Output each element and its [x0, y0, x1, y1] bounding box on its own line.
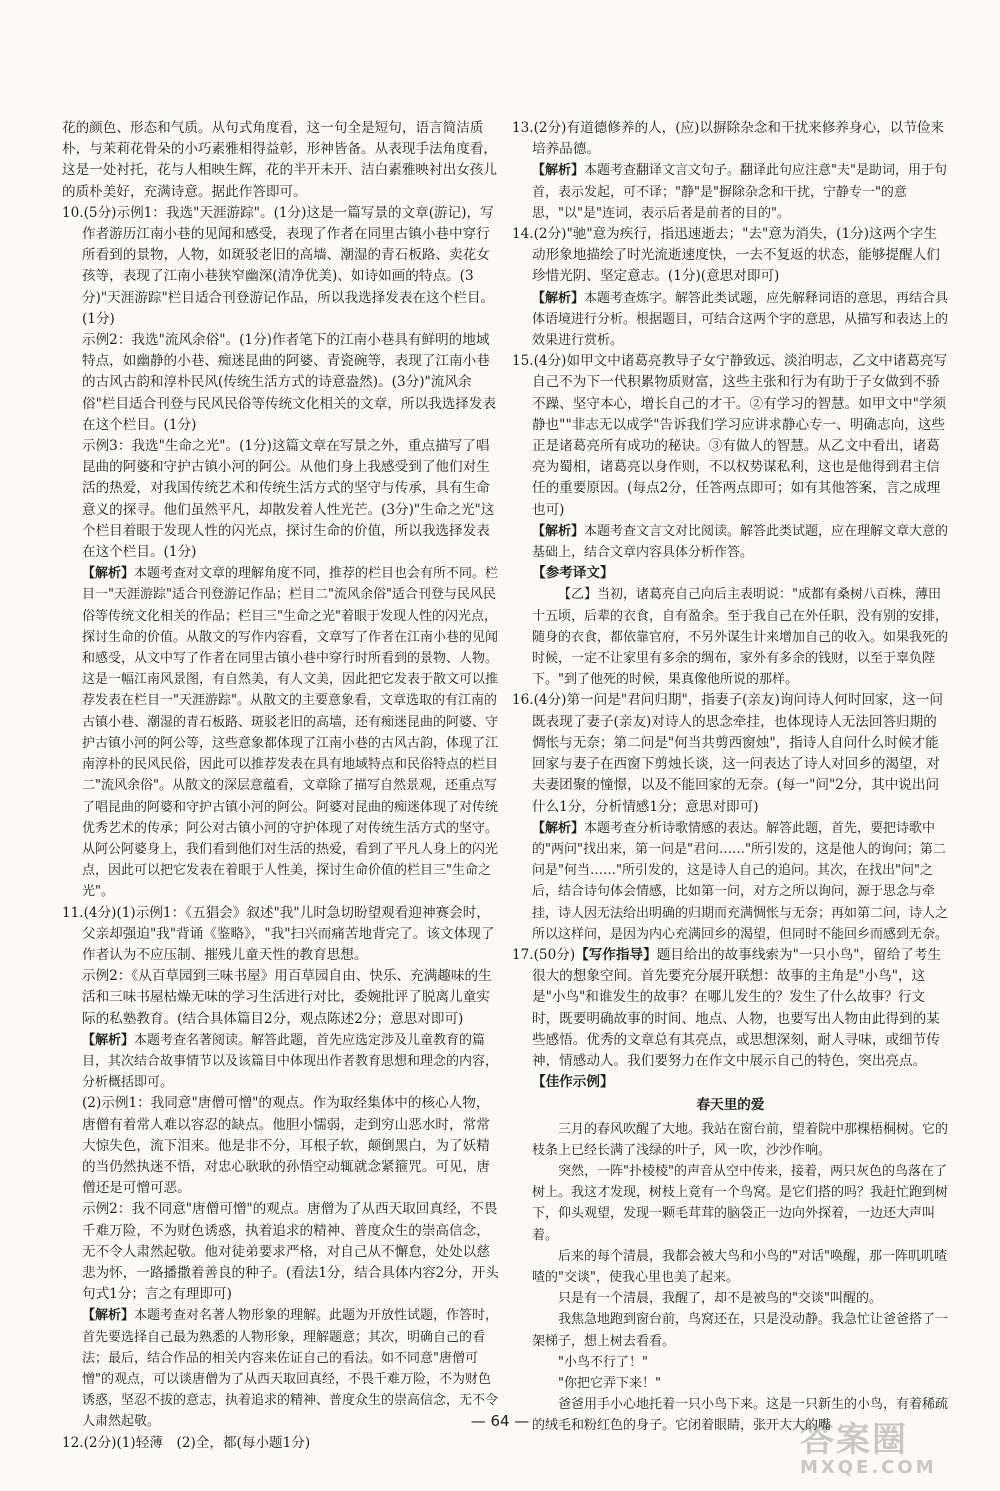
question-10	[62, 203, 499, 330]
reference-translation-text: 【乙】当初，诸葛亮自己向后主表明说："成都有桑树八百株，薄田十五顷，后辈的衣食，自有盈余。至于我自己在外任职，没有别的安排，随身的衣食，都依靠官府，不另外谋生计来增加自己的收入。如果我死的时候，一定不让家里有多余的绸布，家外有多余的钱财，以至于辜负陛下。"到了他死的时候，果真像他所说的那样。	[532, 587, 949, 688]
reference-tag: 【参考译文】	[532, 565, 614, 582]
essay-paragraph: 突然，一阵"扑棱棱"的声音从空中传来，接着，两只灰色的鸟落在了树上。我这才发现，树枝上竟有一个鸟窝。是它们搭的吗？我赶忙跑到树下，仰头观望，发现一颗毛茸茸的脑袋正一边向外探着，一边还大声叫着。	[532, 1163, 949, 1243]
answer-example-2: 示例2：我选"流风余俗"。(1分)作者笔下的江南小巷具有鲜明的地域特点，如幽静的小巷、痴迷昆曲的阿婆、青瓷碗等，表现了江南小巷的古风古韵和淳朴民风(传统生活方式的诗意盎然)。(3分)"流风余俗"栏目适合刊登与民风民俗等传统文化相关的文章，所以我选择发表在这个栏目。(1分)	[82, 332, 497, 433]
question-number: 17.	[512, 946, 534, 963]
question-number: 10.	[62, 204, 84, 221]
question-number: 11.	[62, 904, 84, 921]
analysis-tag: 【解析】	[532, 290, 585, 306]
analysis-tag: 【解析】	[82, 1032, 135, 1048]
analysis-tag: 【解析】	[532, 163, 585, 179]
writing-guide-tag: 【写作指导】	[575, 946, 657, 963]
question-number: 13.	[512, 120, 534, 136]
answer-text: (4分)如甲文中诸葛亮教导子女宁静致远、淡泊明志，乙文中诸葛亮写自己不为下一代积累物质财富，这些主张和行为有助于子女做到不骄不躁、坚守本心，增长自己的才干。②有学习的智慧。如甲文中"学须静也""非志无以成学"告诉我们学习应讲求静心专一、明确志向，这些正是诸葛亮所有成功的秘诀。③有做人的智慧。从乙文中看出，诸葛亮为蜀相，诸葛亮以身作则，不以权势谋私利，这也是他得到君主信任的重要原因。(每点2分，任答两点即可；如有其他答案，言之成理也可)	[532, 353, 948, 518]
essay-paragraph: "你把它弄下来！"	[558, 1375, 661, 1391]
intro-paragraph: 花的颜色、形态和气质。从句式角度看，这一句全是短句，语言简洁质朴，与茉莉花骨朵的小巧素雅相得益彰，形神皆备。从表现手法角度看，这是一处衬托，花与人相映生辉，花的半开未开、洁白素雅映衬出女孩儿的质朴美好，充满诗意。据此作答即可。	[62, 120, 497, 200]
essay-title: 春天里的爱	[696, 1097, 765, 1114]
essay-body	[512, 1119, 949, 1437]
answer-text: (4分)第一问是"君问归期"，指妻子(亲友)询问诗人何时回家，这一问既表现了妻子(亲友)对诗人的思念牵挂，也体现诗人无法回答归期的惆怅与无奈；第二问是"何当共剪西窗烛"，指诗人自问什么时候才能回家与妻子在西窗下剪烛长谈，这一问表达了诗人对回乡的渴望，对夫妻团聚的憧憬，以及不能回家的无奈。(每一"问"2分，其中说出问什么1分，分析情感1分；意思对即可)	[532, 692, 944, 815]
analysis-text: 本题考查对名著人物形象的理解。此题为开放性试题，作答时，首先要选择自己最为熟悉的人物形象，理解题意；其次，明确自己的看法；最后，结合作品的相关内容来佐证自己的看法。如不同意"唐僧可憎"的观点，可以谈唐僧为了从西天取回真经，不畏千难万险，不为财色诱惑，坚忍不拔的意志，执着追求的精神、普度众生的崇高信念，无不令人肃然起敬。	[82, 1308, 499, 1430]
answer-text: (2分)有道德修养的人，(应)以摒除杂念和干扰来修养身心，以节俭来培养品德。	[532, 120, 945, 158]
analysis-text: 本题考查对文章的理解角度不同，推荐的栏目也会有所不同。栏目一"天涯游踪"适合刊登游记作品；栏目二"流风余俗"适合刊登与民风民俗等传统文化相关的作品；栏目三"生命之光"着眼于发现人性的闪光点，探讨生命的价值。从散文的写作内容看，文章写了作者在江南小巷的见闻和感受，从文中写了作者在同里古镇小巷中穿行时所看到的景物、人物。这是一幅江南风景图，有自然美，有人文美，因此把它发表于散文可以推荐发表在栏目一"天涯游踪"。从散文的主要意象看，文章选取的有江南的古镇小巷、潮湿的青石板路、斑驳老旧的高墙，还有痴迷昆曲的阿婆、守护古镇小河的阿公等，这些意象都体现了江南小巷的古风古韵，体现了江南淳朴的民风民俗，因此可以推荐发表在具有地域特点和民俗特点的栏目二"流风余俗"。从散文的深层意蕴看，文章除了描写自然景观，还重点写了唱昆曲的阿婆和守护古镇小河的阿公。阿婆对昆曲的痴迷体现了对传统优秀艺术的传承；阿公对古镇小河的守护体现了对传统生活方式的坚守。从阿公阿婆身上，我们看到他们对生活的热爱，看到了平凡人身上的闪光点，因此可以把它发表在着眼于人性美，探讨生命价值的栏目三"生命之光"。	[82, 566, 499, 900]
analysis-tag: 【解析】	[532, 820, 585, 836]
essay-paragraph: 爸爸用手小心地托着一只小鸟下来。这是一只新生的小鸟，有着稀疏的绒毛和粉红色的身子。它闭着眼睛，张开大大的嘴	[532, 1397, 949, 1434]
question-16	[512, 690, 949, 817]
analysis-tag: 【解析】	[532, 523, 585, 539]
analysis-block	[62, 563, 499, 902]
answer-text: (4分)(1)示例1：《五猖会》叙述"我"儿时急切盼望观看迎神赛会时，父亲却强迫"我"背诵《鉴略》，"我"扫兴而痛苦地背完了。该文体现了作者认为不应压制、摧残儿童天性的教育思想。	[82, 904, 495, 963]
watermark-url: MXQE.COM	[800, 1457, 937, 1478]
essay-paragraph: 后来的每个清晨，我都会被大鸟和小鸟的"对话"唤醒，那一阵叽叽喳喳的"交谈"，使我心里也美了起来。	[532, 1248, 947, 1285]
answer-example-3: 示例3：我选"生命之光"。(1分)这篇文章在写景之外，重点描写了唱昆曲的阿婆和守护古镇小河的阿公。从他们身上我感受到了他们对生活的热爱，对我国传统艺术和传统生活方式的坚守与传承，具有生命意义的探寻。他们虽然平凡，却散发着人性光芒。(3分)"生命之光"这个栏目着眼于发现人性的闪光点，探讨生命的价值，所以我选择发表在这个栏目。(1分)	[82, 438, 495, 561]
essay-paragraph: 三月的春风吹醒了大地。我站在窗台前，望着院中那棵梧桐树。它的枝条上已经长满了浅绿的叶子，风一吹，沙沙作响。	[532, 1121, 949, 1158]
writing-guide-text: 题目给出的故事线索为"一只小鸟"，留给了考生很大的想象空间。首先要充分展开联想：故事的主角是"小鸟"，这是"小鸟"和谁发生的故事？在哪儿发生的？发生了什么故事？行文时，既要明确故事的时间、地点、人物，也要写出人物由此得到的某些感悟。优秀的文章总有其亮点，或思想深刻，耐人寻味，或细节传神，情感动人。我们要努力在作文中展示自己的特色，突出亮点。	[532, 946, 942, 1069]
analysis-text: 本题考查翻译文言文句子。翻译此句应注意"夫"是助词，用于句首，表示发起，可不译；"静"是"摒除杂念和干扰，宁静专一"的意思，"以"是"连词，表示后者是前者的目的"。	[532, 163, 947, 221]
example-essay-tag-row	[512, 1072, 949, 1093]
analysis-block	[512, 160, 949, 224]
watermark-logo	[800, 1412, 990, 1482]
question-number: 14.	[512, 226, 534, 243]
analysis-text: 本题考查炼字。解答此类试题，应先解释词语的意思，再结合具体语境进行分析。根据题目，可结合这两个字的意思，从描写和表达上的效果进行赏析。	[532, 290, 949, 349]
question-12	[62, 1433, 499, 1454]
question-number: 16.	[512, 692, 534, 709]
analysis-text: 本题考查名著阅读。解答此题，首先应选定涉及儿童教育的篇目，其次结合故事情节以及该篇目中体现出作者教育思想和理念的内容，分析概括即可。	[82, 1032, 499, 1091]
answer-text: (2分)"驰"意为疾行，指迅速逝去；"去"意为消失，(1分)这两个字生动形象地描绘了时光流逝速度快，一去不复返的状态，能够提醒人们珍惜光阴、坚定意志。(1分)(意思对即可)	[532, 226, 940, 285]
essay-paragraph: "小鸟不行了！"	[558, 1354, 648, 1370]
answer-part-2-example-2: 示例2：我不同意"唐僧可憎"的观点。唐僧为了从西天取回真经，不畏千难万险，不为财色诱惑，执着追求的精神、普度众生的崇高信念，无不令人肃然起敬。他对徒弟要求严格，对自己从不懈怠，处处以慈悲为怀，一路播撒着善良的种子。(看法1分，结合具体内容2分，开头句式1分；言之有理即可)	[82, 1201, 499, 1303]
question-17	[512, 945, 949, 1072]
analysis-text: 本题考查文言文对比阅读。解答此类试题，应在理解文章大意的基础上，结合文章内容具体分析作答。	[532, 523, 949, 561]
analysis-block	[512, 288, 949, 352]
example-essay-tag: 【佳作示例】	[532, 1074, 614, 1091]
reference-translation-tag	[512, 563, 949, 584]
analysis-tag: 【解析】	[82, 566, 135, 582]
analysis-block	[512, 818, 949, 945]
right-column	[512, 118, 949, 1437]
page-number: — 64 —	[470, 1412, 530, 1430]
question-number: 12.	[62, 1434, 84, 1451]
watermark-text: 答案圈	[800, 1420, 908, 1460]
question-15	[512, 351, 949, 521]
left-column	[62, 118, 499, 1454]
score-prefix: (50分)	[533, 946, 576, 963]
question-number: 15.	[512, 353, 534, 370]
answer-text: (2分)(1)轻薄 (2)全，都(每小题1分)	[83, 1434, 311, 1451]
analysis-tag: 【解析】	[82, 1308, 135, 1324]
question-11	[62, 903, 499, 967]
question-14	[512, 224, 949, 288]
analysis-block	[62, 1030, 499, 1094]
answer-text: (5分)示例1：我选"天涯游踪"。(1分)这是一篇写景的文章(游记)，写作者游历江南小巷的见闻和感受，表现了作者在同里古镇小巷中穿行所看到的景物，人物，如斑驳老旧的高墙、潮湿的青石板路、卖花女孩等，表现了江南小巷狭窄幽深(清净优美)、如诗如画的特点。(3分)"天涯游踪"栏目适合刊登游记作品，所以我选择发表在这个栏目。(1分)	[82, 204, 495, 327]
essay-paragraph: 我焦急地跑到窗台前，鸟窝还在，只是没动静。我急忙让爸爸搭了一架梯子，想上树去看看。	[532, 1312, 949, 1349]
answer-example-2: 示例2：《从百草园到三味书屋》用百草园自由、快乐、充满趣味的生活和三味书屋枯燥无味的学习生活进行对比，委婉批评了脱离儿童实际的私塾教育。(结合具体篇目2分，观点陈述2分；意思对即可)	[82, 968, 492, 1027]
analysis-text: 本题考查分析诗歌情感的表达。解答此题，首先，要把诗歌中的"两问"找出来，第一问是"君问……"所引发的，这是他人的询问；第二问是"何当……"所引发的，这是诗人自己的追问。其次，在找出"问"之后，结合诗句体会情感，比如第一问，对方之所以询问，源于思念与牵挂，诗人因无法给出明确的归期而充满惆怅与无奈；再如第二问，诗人之所以这样问，是因为内心充满回乡的渴望，但同时不能回乡而感到无奈。	[532, 820, 949, 942]
question-13	[512, 118, 949, 160]
answer-part-2: (2)示例1：我同意"唐僧可憎"的观点。作为取经集体中的核心人物，唐僧有着常人难以容忍的缺点。他胆小懦弱，走到穷山恶水时，常常大惊失色，流下泪来。他是非不分，耳根子软，颠倒黑白，为了妖精的当仍然执迷不悟，对忠心耿耿的孙悟空动辄就念紧箍咒。可见，唐僧还是可憎可恶。	[82, 1095, 490, 1197]
essay-paragraph: 只是有一个清晨，我醒了，却不是被鸟的"交谈"叫醒的。	[558, 1291, 882, 1307]
analysis-block	[512, 521, 949, 563]
